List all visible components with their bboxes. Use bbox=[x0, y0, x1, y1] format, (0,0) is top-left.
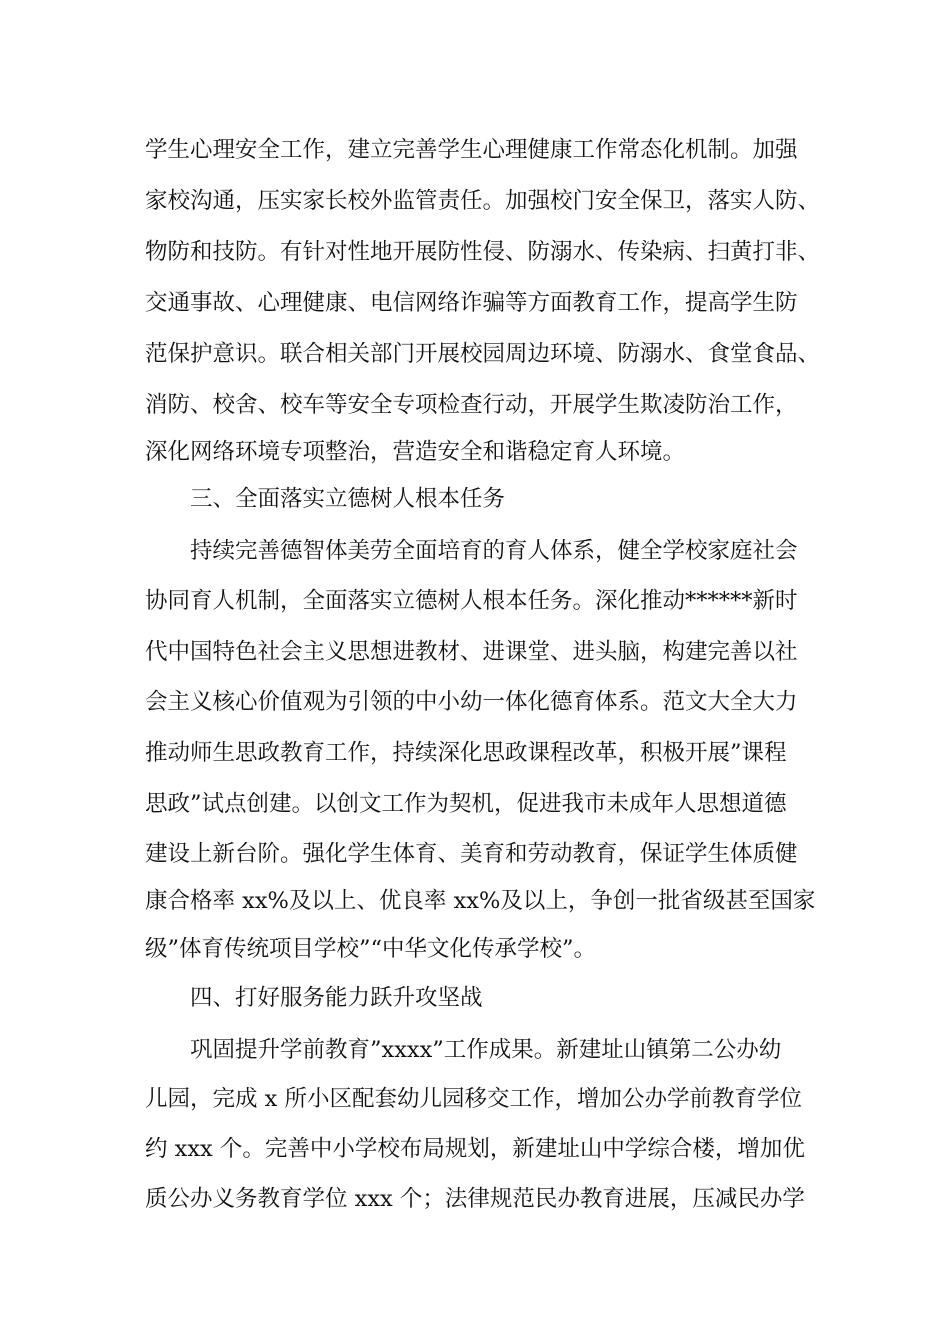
body-text-line: 康合格率 xx%及以上、优良率 xx%及以上，争创一批省级甚至国家 bbox=[145, 888, 816, 914]
body-text-line: 推动师生思政教育工作，持续深化思政课程改革，积极开展”课程 bbox=[145, 740, 787, 766]
body-text-line: 代中国特色社会主义思想进教材、进课堂、进头脑，构建完善以社 bbox=[145, 639, 798, 665]
body-text-line: 会主义核心价值观为引领的中小幼一体化德育体系。范文大全大力 bbox=[145, 689, 798, 715]
paragraph-first-line: 巩固提升学前教育”xxxx”工作成果。新建址山镇第二公办幼 bbox=[190, 1037, 782, 1063]
body-text-line: 消防、校舍、校车等安全专项检查行动，开展学生欺凌防治工作， bbox=[145, 392, 798, 418]
section-heading: 三、全面落实立德树人根本任务 bbox=[190, 486, 506, 512]
body-text-line: 交通事故、心理健康、电信网络诈骗等方面教育工作，提高学生防 bbox=[145, 290, 798, 316]
body-text-line: 建设上新台阶。强化学生体育、美育和劳动教育，保证学生体质健 bbox=[145, 841, 798, 867]
body-text-line: 家校沟通，压实家长校外监管责任。加强校门安全保卫，落实人防、 bbox=[145, 188, 821, 214]
body-text-line: 协同育人机制，全面落实立德树人根本任务。深化推动******新时 bbox=[145, 588, 798, 614]
body-text-line: 约 xxx 个。完善中小学校布局规划，新建址山中学综合楼，增加优 bbox=[145, 1136, 805, 1162]
body-text-line: 质公办义务教育学位 xxx 个；法律规范民办教育进展，压减民办学 bbox=[145, 1186, 805, 1212]
paragraph-first-line: 持续完善德智体美劳全面培育的育人体系，健全学校家庭社会 bbox=[190, 538, 798, 564]
body-text-line: 学生心理安全工作，建立完善学生心理健康工作常态化机制。加强 bbox=[145, 137, 798, 163]
body-text-line: 深化网络环境专项整治，营造安全和谐稳定育人环境。 bbox=[145, 439, 686, 465]
body-text-line: 级”体育传统项目学校”“中华文化传承学校”。 bbox=[145, 936, 597, 962]
body-text-line: 范保护意识。联合相关部门开展校园周边环境、防溺水、食堂食品、 bbox=[145, 341, 821, 367]
body-text-line: 思政”试点创建。以创文工作为契机，促进我市未成年人思想道德 bbox=[145, 791, 787, 817]
section-heading: 四、打好服务能力跃升攻坚战 bbox=[190, 985, 483, 1011]
body-text-line: 物防和技防。有针对性地开展防性侵、防溺水、传染病、扫黄打非、 bbox=[145, 239, 821, 265]
body-text-line: 儿园，完成 x 所小区配套幼儿园移交工作，增加公办学前教育学位 bbox=[145, 1086, 802, 1112]
